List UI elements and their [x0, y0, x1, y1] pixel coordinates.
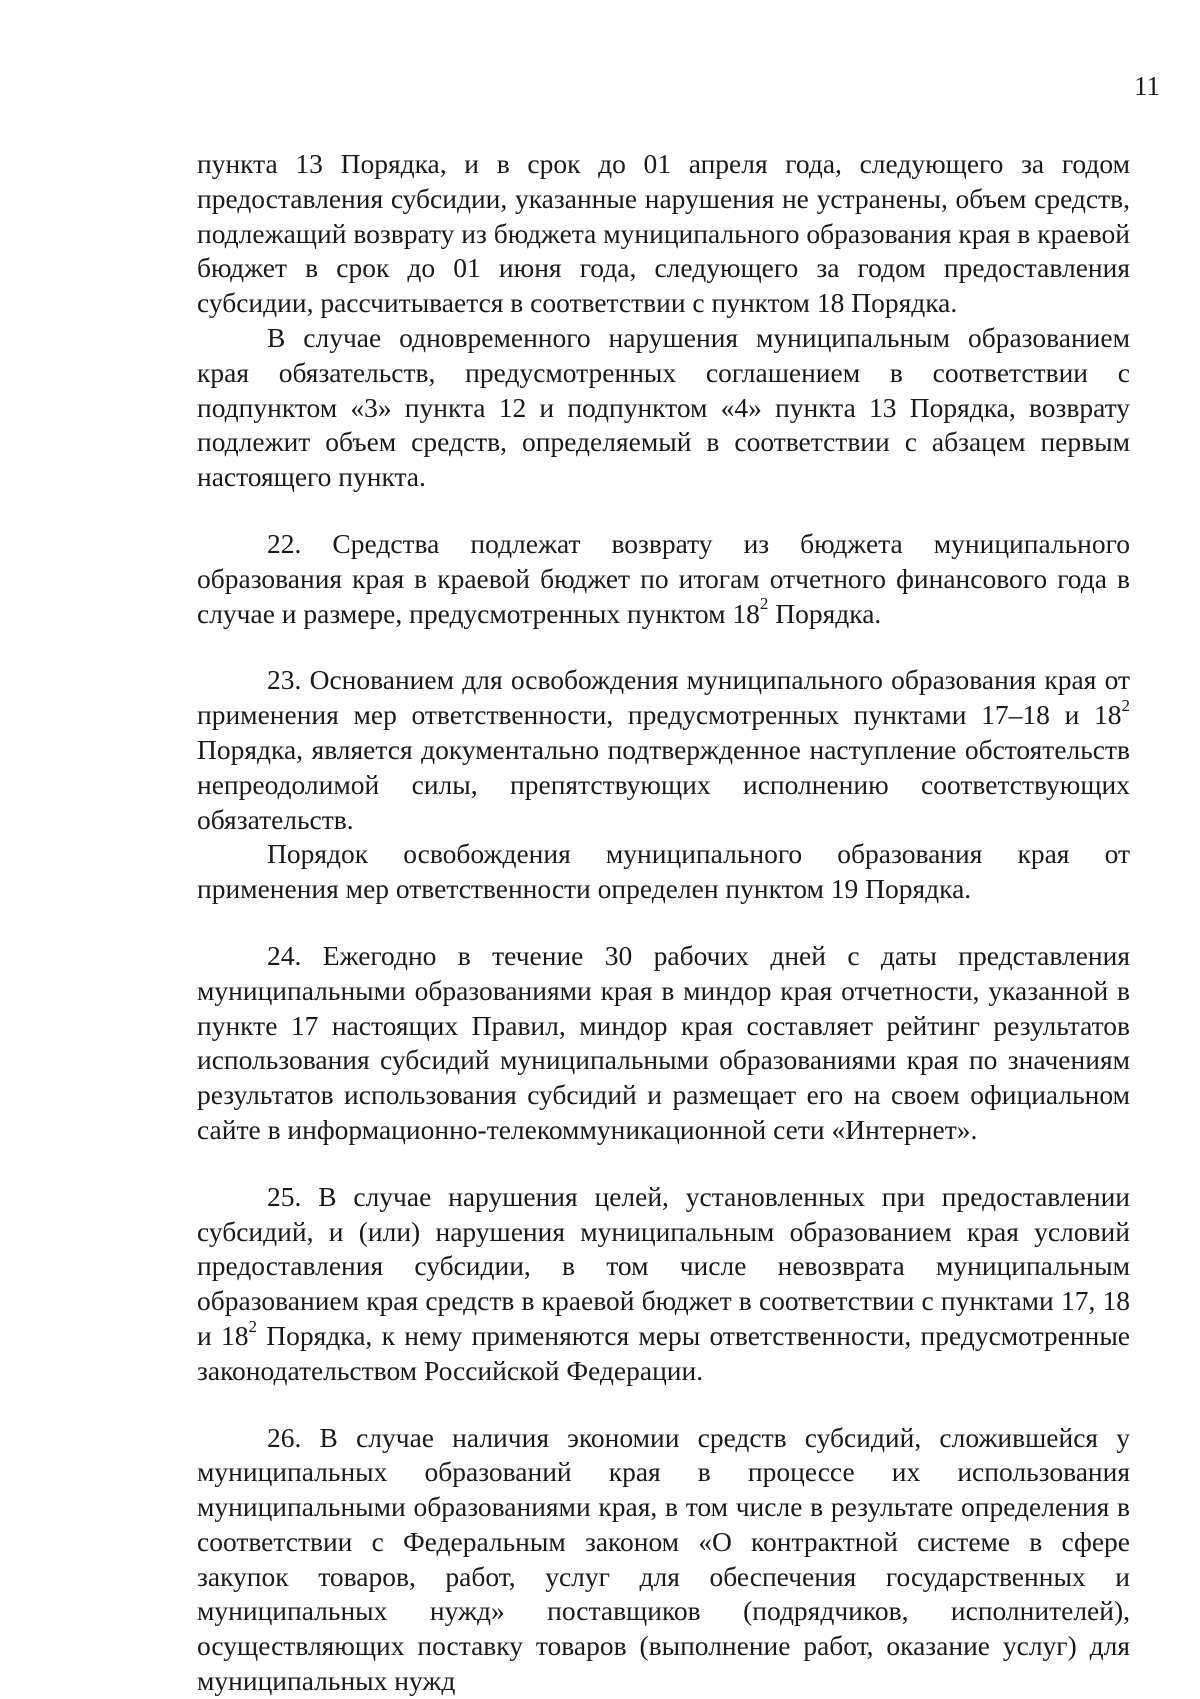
- superscript: 2: [759, 594, 769, 614]
- paragraph: [197, 321, 1130, 495]
- paragraph-text: Порядок освобождения муниципального образования края от применения мер ответственности определен пунктом 19 Порядка.: [197, 838, 1130, 905]
- paragraph-gap: [197, 1148, 1130, 1180]
- document-body: [197, 147, 1130, 1699]
- paragraph: [197, 527, 1130, 631]
- paragraph-text: Порядка, к нему применяются меры ответственности, предусмотренные законодательством Российской Федерации.: [197, 1319, 1130, 1386]
- paragraph-text: 22. Средства подлежат возврату из бюджета муниципального образования края в краевой бюджет по итогам отчетного финансового года в случае и размере, предусмотренных пунктом 18: [197, 527, 1130, 629]
- superscript: 2: [1121, 696, 1130, 715]
- paragraph-text: Порядка, является документально подтвержденное наступление обстоятельств непреодолимой силы, препятствующих исполнению соответствующих обязательств.: [197, 733, 1130, 835]
- paragraph-text: 25. В случае нарушения целей, установленных при предоставлении субсидий, и (или) нарушения муниципальным образованием края условий предоставления субсидии, в том числе невозврата муниципальным образованием края средств в краевой бюджет в соответствии с пунктами 17, 18 и 18: [197, 1180, 1130, 1351]
- paragraph-text: 26. В случае наличия экономии средств субсидий, сложившейся у муниципальных образований края в процессе их использования муниципальными образованиями края, в том числе в результате определения в соответствии с Федеральным законом «О контрактной системе в сфере закупок товаров, работ, услуг для обеспечения государственных и муниципальных нужд» поставщиков (подрядчиков, исполнителей), осуществляющих поставку товаров (выполнение работ, оказание услуг) для муниципальных нужд: [197, 1421, 1130, 1697]
- paragraph-text: 24. Ежегодно в течение 30 рабочих дней с даты представления муниципальными образованиями края в миндор края отчетности, указанной в пункте 17 настоящих Правил, миндор края составляет рейтинг результатов использования субсидий муниципальными образованиями края по значениям результатов использования субсидий и размещает его на своем официальном сайте в информационно-телекоммуникационной сети «Интернет».: [197, 939, 1130, 1145]
- paragraph-text: 23. Основанием для освобождения муниципального образования края от применения мер ответственности, предусмотренных пунктами 17–18 и 18: [197, 664, 1130, 731]
- page-number: 11: [1134, 71, 1160, 101]
- paragraph: [197, 837, 1130, 907]
- paragraph-text: Порядка.: [768, 597, 882, 629]
- paragraph: [197, 147, 1130, 321]
- superscript: 2: [248, 1316, 257, 1336]
- paragraph-gap: [197, 631, 1130, 663]
- paragraph: [197, 663, 1130, 837]
- paragraph: [197, 1180, 1130, 1389]
- paragraph-gap: [197, 1389, 1130, 1421]
- paragraph-gap: [197, 907, 1130, 939]
- paragraph: [197, 939, 1130, 1148]
- paragraph: [197, 1421, 1130, 1699]
- paragraph-gap: [197, 495, 1130, 527]
- paragraph-text: пункта 13 Порядка, и в срок до 01 апреля года, следующего за годом предоставления субсидии, указанные нарушения не устранены, объем средств, подлежащий возврату из бюджета муниципального образования края в краевой бюджет в срок до 01 июня года, следующего за годом предоставления субсидии, рассчитывается в соответствии с пунктом 18 Порядка.: [197, 148, 1130, 319]
- paragraph-text: В случае одновременного нарушения муниципальным образованием края обязательств, предусмотренных соглашением в соответствии с подпунктом «3» пункта 12 и подпунктом «4» пункта 13 Порядка, возврату подлежит объем средств, определяемый в соответствии с абзацем первым настоящего пункта.: [197, 321, 1130, 493]
